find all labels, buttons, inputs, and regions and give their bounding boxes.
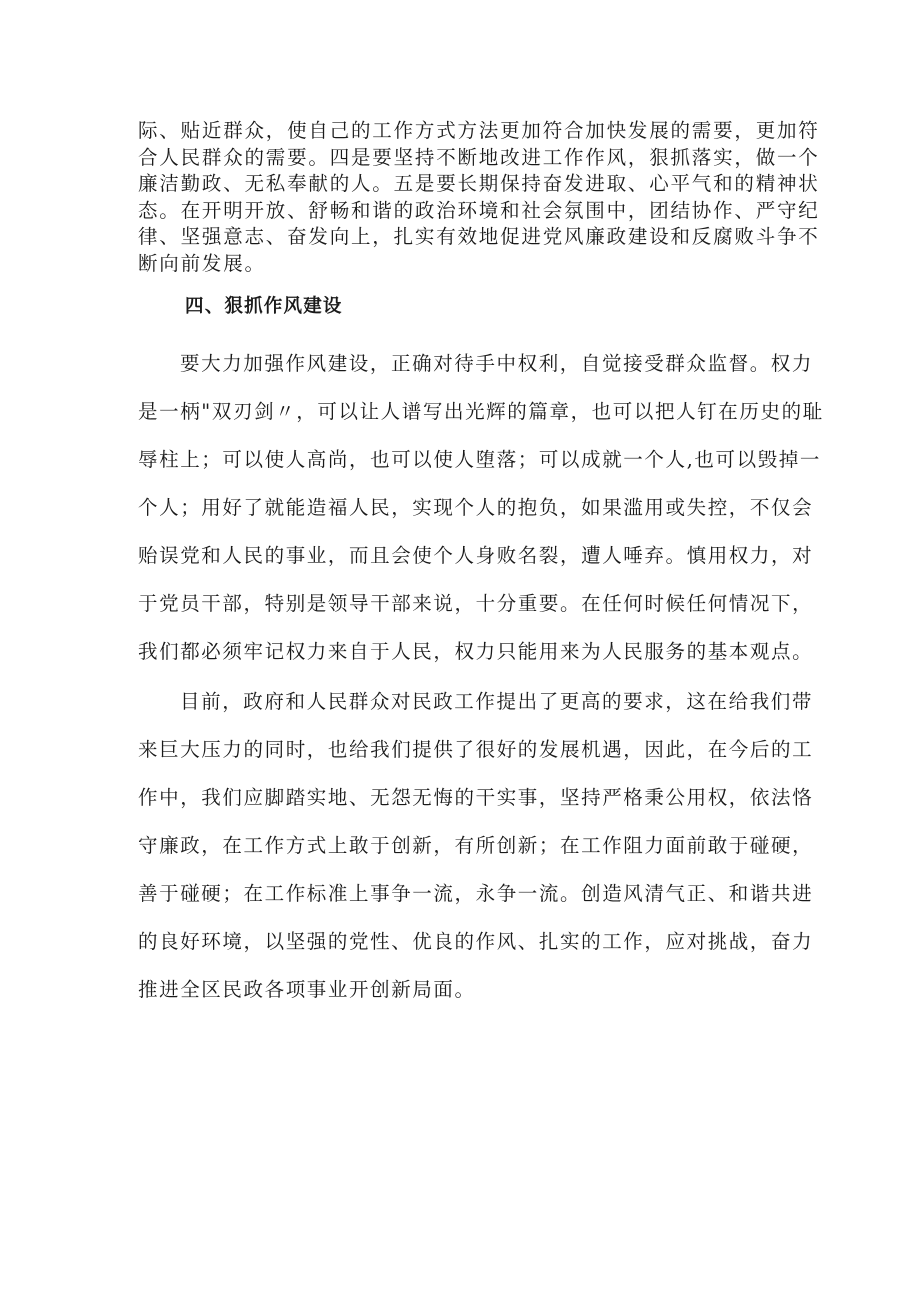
section-heading: 四、狠抓作风建设 (185, 296, 343, 317)
text-line: 推进全区民政各项事业开创新局面。 (138, 978, 476, 1001)
text-line: 作中，我们应脚踏实地、无怨无悔的干实事，坚持严格秉公用权，依法恪 (138, 786, 814, 809)
text-line: 律、坚强意志、奋发向上，扎实有效地促进党风廉政建设和反腐败斗争不 (138, 225, 820, 248)
text-line: 个人；用好了就能造福人民，实现个人的抱负，如果滥用或失控，不仅会 (138, 496, 814, 519)
paragraph-power (138, 340, 824, 676)
text-line: 善于碰硬；在工作标准上事争一流，永争一流。创造风清气正、和谐共进 (138, 882, 814, 905)
text-line: 辱柱上；可以使人高尚，也可以使人堕落；可以成就一个人,也可以毁掉一 (138, 448, 821, 471)
text-line: 际、贴近群众，使自己的工作方式方法更加符合加快发展的需要，更加符 (138, 119, 820, 142)
paragraph-continuation (138, 118, 820, 277)
text-line: 我们都必须牢记权力来自于人民，权力只能用来为人民服务的基本观点。 (138, 640, 814, 663)
text-line: 是一柄"双刃剑〃，可以让人谱写出光辉的篇章，也可以把人钉在历史的耻 (138, 400, 824, 423)
text-line: 要大力加强作风建设，正确对待手中权利，自觉接受群众监督。权力 (180, 352, 814, 375)
text-line: 贻误党和人民的事业，而且会使个人身败名裂，遭人唾弃。慎用权力，对 (138, 544, 814, 567)
text-line: 合人民群众的需要。四是要坚持不断地改进工作作风，狠抓落实，做一个 (138, 145, 820, 169)
text-line: 守廉政，在工作方式上敢于创新，有所创新；在工作阻力面前敢于碰硬， (138, 834, 814, 857)
text-line: 断向前发展。 (138, 251, 266, 275)
paragraph-outlook (138, 678, 814, 1014)
text-line: 来巨大压力的同时，也给我们提供了很好的发展机遇，因此，在今后的工 (138, 738, 814, 761)
text-line: 于党员干部，特别是领导干部来说，十分重要。在任何时候任何情况下， (138, 592, 814, 615)
text-line: 态。在开明开放、舒畅和谐的政治环境和社会氛围中，团结协作、严守纪 (138, 198, 820, 222)
text-line: 廉洁勤政、无私奉献的人。五是要长期保持奋发进取、心平气和的精神状 (138, 172, 820, 195)
text-line: 目前，政府和人民群众对民政工作提出了更高的要求，这在给我们带 (180, 690, 814, 713)
text-line: 的良好环境，以坚强的党性、优良的作风、扎实的工作，应对挑战，奋力 (138, 930, 814, 953)
